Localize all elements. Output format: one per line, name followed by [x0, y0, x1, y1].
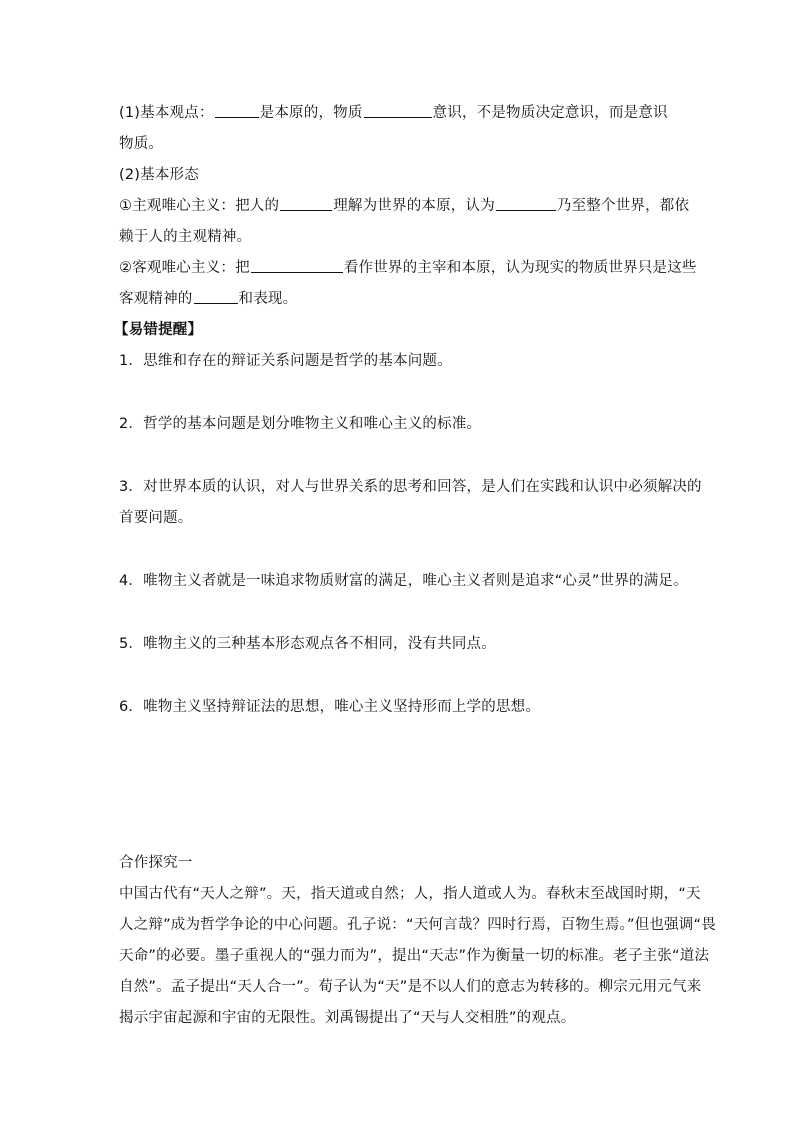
inquiry-paragraph-line: 中国古代有“天人之辩”。天，指天道或自然；人，指人道或人为。春秋末至战国时期，“天 — [119, 886, 701, 902]
inquiry-heading: 合作探究一 — [119, 855, 193, 871]
basic-view-label: (1)基本观点： — [119, 105, 214, 121]
inquiry-paragraph-line: 天命”的必要。墨子重视人的“强力而为”，提出“天志”作为衡量一切的标准。老子主张“道法 — [119, 948, 710, 964]
objective-text: 看作世界的主宰和本原，认为现实的物质世界只是这些 — [343, 260, 697, 276]
inquiry-paragraph-line: 揭示宇宙起源和宇宙的无限性。刘禹锡提出了“天与人交相胜”的观点。 — [119, 1010, 576, 1026]
mistake-item: 1．思维和存在的辩证关系问题是哲学的基本问题。 — [119, 353, 452, 369]
subjective-text: 理解为世界的本原，认为 — [333, 198, 495, 214]
fill-blank[interactable] — [194, 289, 238, 304]
mistakes-heading: 【易错提醒】 — [114, 322, 203, 338]
mistake-item: 2．哲学的基本问题是划分唯物主义和唯心主义的标准。 — [119, 416, 482, 432]
objective-text: ②客观唯心主义：把 — [119, 260, 250, 276]
mistake-item: 5．唯物主义的三种基本形态观点各不相同，没有共同点。 — [119, 636, 496, 652]
fill-blank[interactable] — [280, 196, 332, 211]
mistake-item: 4．唯物主义者就是一味追求物质财富的满足，唯心主义者则是追求“心灵”世界的满足。 — [119, 573, 688, 589]
mistake-item-continuation: 首要问题。 — [119, 510, 193, 526]
fill-blank[interactable] — [496, 196, 556, 211]
objective-idealism-line — [119, 258, 697, 278]
objective-text: 和表现。 — [238, 291, 298, 307]
mistake-item: 3．对世界本质的认识，对人与世界关系的思考和回答，是人们在实践和认识中必须解决的 — [119, 479, 702, 495]
inquiry-paragraph-line: 人之辩”成为哲学争论的中心问题。孔子说：“天何言哉？四时行焉，百物生焉。”但也强调“畏 — [119, 917, 716, 933]
basic-view-text: 意识，不是物质决定意识，而是意识 — [432, 105, 668, 121]
objective-text: 客观精神的 — [119, 291, 193, 307]
fill-blank[interactable] — [364, 103, 432, 118]
objective-continuation — [119, 289, 297, 309]
basic-view-continuation: 物质。 — [119, 136, 164, 152]
subjective-text: 乃至整个世界，都依 — [556, 198, 690, 214]
subjective-continuation: 赖于人的主观精神。 — [119, 229, 252, 245]
inquiry-paragraph-line: 自然”。孟子提出“天人合一”。荀子认为“天”是不以人们的意志为转移的。柳宗元用元气来 — [119, 979, 702, 995]
mistake-item: 6．唯物主义坚持辩证法的思想，唯心主义坚持形而上学的思想。 — [119, 699, 541, 715]
fill-blank[interactable] — [251, 258, 343, 273]
subjective-idealism-line — [119, 196, 689, 216]
subjective-text: ①主观唯心主义：把人的 — [119, 198, 280, 214]
forms-heading: (2)基本形态 — [119, 167, 199, 183]
basic-view-line — [119, 103, 668, 123]
fill-blank[interactable] — [215, 103, 259, 118]
basic-view-text: 是本原的，物质 — [259, 105, 363, 121]
